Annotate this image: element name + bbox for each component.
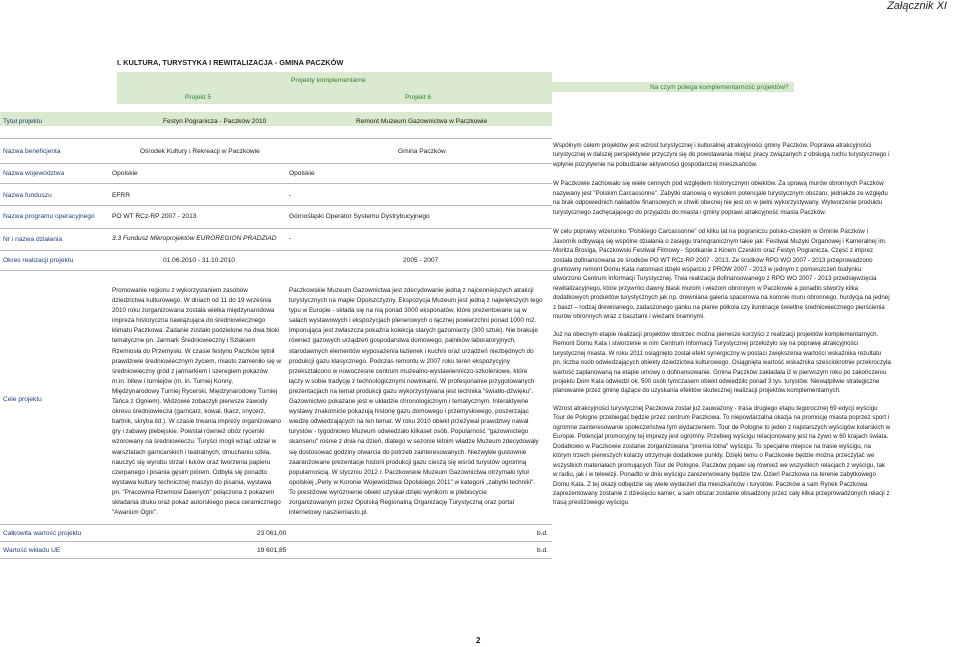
title-project6: Remont Muzeum Gazownictwa w Paczkowie: [356, 118, 488, 125]
right-paragraph: W Paczkowie zachowało się wiele cennych pod względem historycznym obiektów. Za sprawą murów obronnych Paczków nazywany jest "Polskim Carcassonne". Zabytki stanowią o wysokim potencjale turystycznym obszaru, jednakże ze względu na brak odpowiednich nakładów finansowych w chwili obecnej nie jest on w pełni wykorzystywany. Wytworzenie produktu turystycznego zachęcającego do przyjazdu do miasta i gminy poprawi atrakcyjność miasta Paczków.: [553, 180, 888, 216]
total-project6: b.d.: [537, 530, 548, 537]
beneficiary-project6: Gmina Paczków: [398, 148, 446, 155]
voivodeship-label: Nazwa województwa: [3, 170, 65, 177]
goal-line: klimatu Paczkowa. Zadanie zostało podzielone na dwa bloki: [112, 327, 280, 335]
goal-line: tematyczne pn. Jarmark Średniowieczny i Szlakiem: [112, 337, 256, 345]
project5-header: Projekt 5: [185, 94, 212, 101]
rule: [0, 541, 552, 542]
goal-line: Promowanie regionu z wykorzystaniem zasobów: [112, 287, 248, 294]
annex-label: Załącznik XI: [887, 0, 947, 12]
goal-line: Paczkowskie Muzeum Gazownictwa jest zdecydowanie jedną z najcenniejszych atrakcji: [289, 287, 534, 294]
goal-line: dziedzictwa kulturowego. W dniach od 11 do 19 września: [112, 297, 272, 305]
rule: [0, 270, 552, 271]
rule: [0, 228, 552, 229]
action-label: Nr i nazwa działania: [3, 236, 63, 243]
goal-line: nauczyć się wyrobu strzał i łuków oraz tworzenia papieru: [112, 458, 271, 466]
goal-line: prawdziwie średniowiecznym życiem, miasto zamieniło się w: [112, 357, 282, 365]
goal-line: Gazownictwo pokazane jest w układzie chronologicznym i tematycznym. Interaktywne: [289, 398, 529, 406]
goal-line: turystycznych na mapie Opolszczyzny. Ekspozycja Muzeum jest jedną z największych tego: [289, 297, 543, 305]
goal-line: To prestiżowe wyróżnienie obiekt uzyskał dzięki wynikom w plebiscycie: [289, 488, 487, 496]
goal-line: czerpanego i pisania gęsim piórem. Odbyła się ponadto: [112, 468, 268, 476]
goal-line: internetowy nasziemiasto.pl.: [289, 509, 369, 517]
beneficiary-project5: Ośrodek Kultury i Rekreacji w Paczkowie: [140, 148, 260, 155]
goal-line: wiedzę odwiedzających na ten temat. W roku 2010 obiekt przeżywał prawdziwy nawał: [289, 418, 529, 426]
goal-line: warsztatach garncarskich i teatralnych, dmuchaniu szkła,: [112, 448, 271, 456]
goal-line: zorganizowanym przez Opolską Regionalną Organizację Turystyczną oraz portal: [289, 498, 515, 506]
goal-line: przekształcono w nowoczesne centrum muzealno-wystawienniczo-szkoleniowe, które: [289, 367, 528, 375]
goal-line: starodawnych elementów wyposażenia łazienek i kuchni oraz urządzeń niezbędnych do: [289, 347, 534, 355]
fund-label: Nazwa funduszu: [3, 192, 52, 199]
eu-project5: 19 601,85: [257, 547, 287, 554]
goal-line: "Awarium Ogni".: [112, 509, 158, 517]
complementarity-description: [553, 141, 891, 508]
goal-line: okresu średniowiecza (garncarz, kowal, tkacz, snycerz,: [112, 408, 266, 416]
goal-line: średniowieczny gród z jarmarkiem i szeregiem pokazów: [112, 367, 268, 375]
voivodeship-project6: Opolskie: [289, 170, 315, 177]
beneficiary-label: Nazwa beneficjenta: [3, 148, 61, 155]
goal-line: się dostosować godziny otwarcia do potrzeb zainteresowanych. Niezwykłe gustownie: [289, 448, 527, 456]
right-paragraph: W celu poprawy wizerunku "Polskiego Carcassonne" od kilku lat na pograniczu polsko-czeskim w Gminie Paczków i Javorník odbywają się wspólne działania o zasięgu transgranicznym takie jak: Festiwal Muzyki Organowej i Kameralnej im. Moritza Brosiga, Paczkowski Festiwal Filmowy - Spotkanie z Kinem Czeskim oraz Festyn Pogranicza. Część z imprez została dofinansowana ze środków PO WT RCz-RP 2007 - 2013. Ze środków RPO WO 2007 - 2013 przeprowadzono gruntowny remont Domu Kata natomiast dzięki wsparciu z PROW 2007 - 2013 w jednym z pomieszczeń budynku utworzono Centrum Informacji Turystycznej. Trwa realizacja dofinansowanego z RPO WO 2007 - 2013 przedsięwzięcia rewitalizacyjnego, które przywróci dawny blask murom i wieżom obronnym w Paczkowie a ponadto stworzy kilka dodatkowych produktów turystycznych jak np. drewniana galeria spacerowa na koronie muru obronnego, hurdycja na jednej z baszt – rodzaj drewnianego, zadaszonego ganku na planie półkola czy iluminacje świetlne średniowiecznego pierścienia murów obronnych wraz z basztami i wieżami bramnymi.: [553, 228, 890, 321]
goal-line: prezentacjach na temat produkcji gazu wykorzystywana jest technika "światło-dźwięku".: [289, 387, 534, 395]
goal-line: turystów - tygodniowo Muzeum odwiedzało kilkaset osób. Popularność "gazownictego: [289, 428, 529, 436]
goal-line: bartnik, skryba itd.). W czasie trwania imprezy organizowano: [112, 418, 282, 426]
goal-line: również gazowych urządzeń gospodarstwa domowego, palników laboratoryjnych,: [289, 337, 516, 345]
goal-line: produkcji gazu klasycznego. Podczas remontu w 2007 roku teren ekspozycyjny: [289, 357, 510, 365]
goal-line: składania druku oraz pokaz autorskiego piеca ceramicznego: [112, 498, 281, 506]
page-number: 2: [476, 636, 481, 645]
goal-line: typu w Europie - składa się na nią ponad 3000 eksponatów, które prezentowane są w: [289, 307, 527, 315]
action-project5: 3.3 Fundusz Mikroprojektów EUROREGION PRADZIAD: [112, 235, 277, 242]
title-label: Tytuł projektu: [3, 118, 43, 125]
goal-line: łączy w sobie tradycję z technologicznymi nowinkami. W profesjonalnie przygotowanych: [289, 377, 535, 385]
rule: [0, 558, 552, 559]
goals-label: Cele projektu: [3, 396, 42, 403]
goals-project6: [289, 286, 551, 518]
complementarity-question: Na czym polega komplementarność projektów?: [650, 84, 789, 91]
period-project6: 2005 - 2007: [403, 257, 439, 264]
right-paragraph: Już na obecnym etapie realizacji projektów dostrzec można pierwsze korzyści z realizacji projektów komplementarnych. Remont Domu Kata i stworzenie w nim Centrum Informacji Turystycznej przełożyło się na poprawę atrakcyjności turystycznej miasta. W roku 2011 osiągnięto został efekt synergiczny w postaci zwiększenia wartości wskaźnika rezultatu pn. liczba osób odwiedzających obiekty dziedzictwa kulturowego. Osiągnięta wartość wskaźnika sześciokrotnie przekroczyła wartość zaplanowaną na etapie umowy o dofinansowanie. Gmina Paczków zakładała iż w pierwszym roku po zakończeniu projektu Dom Kata odwiedzi ok. 500 osób tymczasem obiekt odwiedziło ponad 3 tys. turystów. Niewątpliwie strategiczne planowanie przez gminę dążące do uzyskania efektów skutecznej realizacji projektów komplementarnych.: [553, 330, 891, 395]
title-project5: Festyn Pogranicza - Paczków 2010: [163, 118, 267, 125]
goal-line: Imponująca jest zwłaszcza pokaźna kolekcja starych gazomierzy (300 sztuk). Nie brakuje: [289, 327, 538, 335]
section-title: I. KULTURA, TURYSTYKA I REWITALIZACJA - GMINA PACZKÓW: [117, 58, 344, 67]
total-label: Całkowita wartość projektu: [3, 530, 82, 537]
programme-label: Nazwa programu operacyjnego: [3, 213, 95, 220]
goal-line: 2010 roku zorganizowana została wielka międzynarodowa: [112, 307, 275, 315]
rule: [0, 205, 552, 206]
project6-header: Projekt 6: [405, 94, 432, 101]
complementary-projects-label: Projekty komplementarne: [291, 77, 366, 84]
goal-line: Tańca z Ogniem). Widzowie zobaczyli pierwsze zawody: [112, 398, 268, 406]
rule: [0, 163, 552, 164]
goal-line: pn. "Pracownia Rzemiosł Dawnych" połączona z pokazem: [112, 488, 275, 496]
goals-project5: [112, 286, 290, 518]
goal-line: salach wystawowych i ekspozycjach plenerowych o łącznej powierzchni ponad 1000 m2.: [289, 317, 537, 325]
goal-line: gry i zabawy plebejskie. Powstał również obóz rycerski: [112, 428, 265, 436]
voivodeship-project5: Opolskie: [112, 170, 138, 177]
goal-line: wzorowany na średniowieczu. Turyści mogli wziąć udział w: [112, 438, 277, 446]
right-paragraph: Wzrost atrakcyjności turystycznej Paczkowa został już zauważony - trasa drugiego etapu tegorocznej 69 edycji wyścigu Tour de Pologne przebiegać będzie przez centrum Paczkowa. To niepowtarzalna okazja na promocję miasta poprzez sport i ogromne zainteresowanie społeczeństwa tym wydarzeniem. Tour de Pologne to jeden z najstarszych wyścigów kolarskich w Europie. Potencjał promocyjny tej imprezy jest ogromny. Przebieg wyścigu relacjonowany jest na żywo w 60 krajach świata. Dodatkowo w Paczkowie zostanie zorganizowana "premia lotna" wyścigu. To specjalne miejsce na trasie wyścigu, na którym trzech pierwszych kolarzy otrzymuje dodatkowe punkty. Dzięki temu o Paczkowie będzie można przeczytać we wszystkich materiałach promujących Tour de Pologne. Paczków pojawi się również we wszystkich relacjach z wyścigu, tak w radiu, jak i w telewizji. Ponadto w dniu wyścigu zarezerwowany będzie tzw. Dzień Paczkowa na terenie zabytkowego Domu Kata. Z tej okazji odbędzie się wiele wydarzeń dla mieszkańców i turystów. Paczków a sam Rynek Paczkowa zaprezentowany zostanie z dziesięciu kamer, a sam obszar zostanie obsadzony przez cały kilka przeprowadzonych relacji z trasą prestiżowego wyścigu.: [553, 404, 891, 507]
goal-line: opolskiej „Perły w Koronie Województwa Opolskiego 2011" w kategorii „zabytki techniki".: [289, 478, 536, 486]
period-label: Okres realizacji projektu: [3, 257, 74, 264]
eu-project6: b.d.: [537, 547, 548, 554]
total-project5: 23 061,00: [257, 530, 287, 537]
rule: [0, 524, 552, 525]
goal-line: m.in. bitew i turniejów (m. in. Turniej Konny,: [112, 377, 233, 385]
eu-label: Wartość wkładu UE: [3, 547, 61, 554]
goal-line: zaaranżowane prezentacje historii produkcji gazu cieszą się wśród turystów ogromną: [289, 458, 527, 466]
programme-project5: PO WT RCz-RP 2007 - 2013: [112, 213, 197, 220]
action-project6: -: [289, 235, 292, 242]
goal-line: skansenu" rośnie z dnia na dzień, dlatego w sezonie letnim władze Muzeum zdecydowały: [289, 438, 539, 446]
fund-project6: -: [289, 192, 292, 199]
programme-project6: Górnośląski Operator Systemu Dystrybucyjnego: [289, 213, 430, 220]
rule: [0, 183, 552, 184]
rule: [0, 138, 552, 139]
goal-line: wystawa kultury technicznej maszyn do pisania, wystawa: [112, 478, 272, 486]
goal-line: Międzynarodowy Turniej Rycerski, Międzynarodowy Turniej: [112, 387, 278, 395]
rule: [0, 250, 552, 251]
fund-project5: EFRR: [112, 192, 130, 199]
goal-line: impreza historyczna nawiązująca do średniowiecznego: [112, 317, 266, 325]
goal-line: wystawy znakomicie pokazują historię gazu domowego i przemysłowego, poszerzając: [289, 408, 529, 416]
right-paragraph: Wspólnym celem projektów jest wzrost turystycznej i kulturalnej atrakcyjności gminy Paczków. Poprawa atrakcyjności turystycznej w dalszej perspektywie przyczyni się do powstawania miejsc pracy związanych z obsługą ruchu turystycznego i wpłynie pozytywnie na pobudzanie aktywności gospodarczej mieszkańców.: [553, 142, 890, 168]
goal-line: popularnością. W styczniu 2012 r. Paczkowskie Muzeum Gazownictwa otrzymało tytuł: [289, 468, 529, 476]
period-project5: 01.06.2010 - 31.10.2010: [163, 257, 235, 264]
goal-line: Rzemiosła do Przemysłu. W czasie festynu Paczków tętnił: [112, 347, 275, 355]
